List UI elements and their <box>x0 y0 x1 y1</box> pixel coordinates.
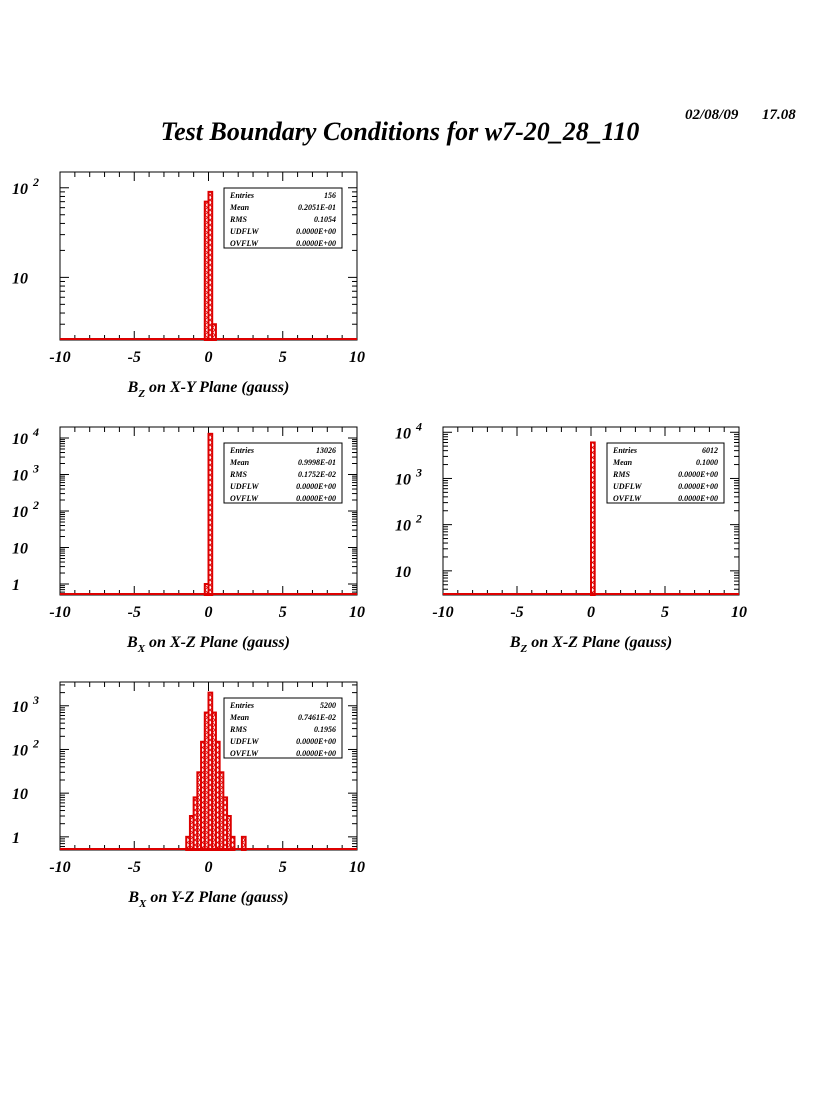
stat-label: Mean <box>230 458 250 467</box>
y-tick-label: 10 $^3$ <box>12 692 39 716</box>
histogram-top-left <box>12 172 365 400</box>
stats-box <box>224 188 342 248</box>
x-tick-label: -10 <box>432 604 454 621</box>
x-axis-label <box>126 634 290 655</box>
histogram-panels <box>12 172 747 910</box>
y-tick-exponent: 4 <box>33 424 39 439</box>
x-axis-label-rest: on Y-Z Plane (gauss) <box>146 889 289 906</box>
stat-label: UDFLW <box>230 227 259 236</box>
y-tick-label: 10 $^2$ <box>12 736 39 760</box>
x-tick-label: -5 <box>510 604 524 621</box>
histogram-bin <box>591 442 595 595</box>
x-tick-label: 0 <box>204 349 213 366</box>
stat-value: 0.0000E+00 <box>296 227 336 236</box>
y-tick-exponent: 3 <box>33 692 39 707</box>
stat-value: 6012 <box>702 446 718 455</box>
page-title: Test Boundary Conditions for w7-20_28_110 <box>160 117 640 146</box>
stat-label: Mean <box>230 713 250 722</box>
x-axis-label-main: B <box>127 379 139 396</box>
y-tick-exponent: 3 <box>416 465 422 480</box>
stat-value: 0.1956 <box>314 725 336 734</box>
stat-value: 0.0000E+00 <box>296 494 336 503</box>
stat-value: 0.1752E-02 <box>298 470 336 479</box>
x-axis-label-sub: Z <box>520 643 528 655</box>
x-tick-label: 0 <box>204 604 213 621</box>
x-tick-label: -10 <box>49 604 71 621</box>
histogram-bottom-left <box>12 682 365 910</box>
y-tick-label: 10 <box>12 270 28 288</box>
y-tick-label: 1 <box>12 829 20 847</box>
x-tick-label: 10 <box>349 604 365 621</box>
stat-value: 13026 <box>316 446 336 455</box>
x-axis-label <box>127 379 290 400</box>
stat-value: 0.0000E+00 <box>296 737 336 746</box>
x-axis-label-sub: X <box>139 898 147 910</box>
stat-label: RMS <box>230 470 247 479</box>
x-tick-label: 10 <box>349 859 365 876</box>
x-axis-label-main: B <box>128 889 140 906</box>
x-axis-label-sub: X <box>137 643 146 655</box>
stat-label: OVFLW <box>230 494 259 503</box>
x-tick-label: 10 <box>349 349 365 366</box>
x-tick-label: -5 <box>127 859 141 876</box>
x-tick-label: 10 <box>731 604 747 621</box>
stat-label: RMS <box>613 470 630 479</box>
y-tick-label: 10 <box>12 786 28 804</box>
time-stamp: 17.08 <box>762 107 796 123</box>
y-tick-exponent: 2 <box>33 174 39 189</box>
stat-label: UDFLW <box>230 482 259 491</box>
stat-label: Mean <box>613 458 633 467</box>
stats-box <box>224 698 342 758</box>
x-axis-label-sub: Z <box>138 388 146 400</box>
x-axis-label-rest: on X-Y Plane (gauss) <box>145 379 290 396</box>
stat-value: 5200 <box>320 701 336 710</box>
x-axis-label <box>509 634 672 655</box>
y-tick-exponent: 2 <box>33 736 39 751</box>
x-axis-label-main: B <box>509 634 521 651</box>
stats-box <box>224 443 342 503</box>
x-axis-label-rest: on X-Z Plane (gauss) <box>527 634 673 651</box>
x-axis-label-main: B <box>127 634 138 651</box>
stat-label: Mean <box>230 203 250 212</box>
y-tick-exponent: 4 <box>416 419 422 434</box>
stat-value: 0.0000E+00 <box>678 494 718 503</box>
y-tick-label: 10 $^2$ <box>395 511 422 535</box>
stat-label: Entries <box>613 446 638 455</box>
stat-value: 156 <box>324 191 336 200</box>
x-axis-label-rest: on X-Z Plane (gauss) <box>145 634 290 651</box>
stat-label: RMS <box>230 725 247 734</box>
stat-value: 0.2051E-01 <box>298 203 336 212</box>
stat-value: 0.1054 <box>314 215 336 224</box>
y-tick-label: 1 <box>12 577 20 595</box>
histogram-bin <box>209 192 213 340</box>
x-tick-label: 5 <box>278 859 287 876</box>
y-tick-exponent: 3 <box>33 461 39 476</box>
stat-label: OVFLW <box>613 494 642 503</box>
x-tick-label: 0 <box>204 859 213 876</box>
y-tick-exponent: 2 <box>416 511 422 526</box>
date-stamp: 02/08/09 <box>685 107 739 123</box>
y-tick-label: 10 <box>12 540 28 558</box>
stat-value: 0.9998E-01 <box>298 458 336 467</box>
histogram-middle-left <box>12 425 365 655</box>
y-tick-label: 10 $^2$ <box>12 174 39 198</box>
stat-label: Entries <box>230 191 255 200</box>
y-tick-label: 10 $^2$ <box>12 498 39 521</box>
stat-label: OVFLW <box>230 749 259 758</box>
stat-label: Entries <box>230 701 255 710</box>
y-tick-label: 10 $^3$ <box>395 465 422 489</box>
stat-value: 0.1000 <box>696 458 718 467</box>
stat-label: UDFLW <box>230 737 259 746</box>
stat-label: Entries <box>230 446 255 455</box>
stat-value: 0.7461E-02 <box>298 713 336 722</box>
stat-value: 0.0000E+00 <box>296 239 336 248</box>
stat-value: 0.0000E+00 <box>678 470 718 479</box>
stat-value: 0.0000E+00 <box>296 482 336 491</box>
x-tick-label: -10 <box>49 349 71 366</box>
stat-value: 0.0000E+00 <box>678 482 718 491</box>
y-tick-label: 10 $^3$ <box>12 461 39 485</box>
stat-value: 0.0000E+00 <box>296 749 336 758</box>
y-tick-label: 10 $^4$ <box>12 424 39 448</box>
stat-label: RMS <box>230 215 247 224</box>
histogram-bin <box>209 434 213 595</box>
x-tick-label: 0 <box>587 604 595 621</box>
histogram-bin <box>212 324 216 340</box>
x-tick-label: 5 <box>278 604 287 621</box>
stat-label: OVFLW <box>230 239 259 248</box>
stat-label: UDFLW <box>613 482 642 491</box>
stats-box <box>607 443 724 503</box>
y-tick-label: 10 $^4$ <box>395 419 422 443</box>
x-tick-label: -5 <box>127 349 141 366</box>
x-tick-label: 5 <box>661 604 669 621</box>
x-tick-label: -10 <box>49 859 71 876</box>
y-tick-label: 10 <box>395 563 411 581</box>
x-axis-label <box>127 889 288 910</box>
x-tick-label: -5 <box>127 604 141 621</box>
x-tick-label: 5 <box>278 349 287 366</box>
histogram-middle-right <box>395 419 747 655</box>
y-tick-exponent: 2 <box>33 498 39 512</box>
